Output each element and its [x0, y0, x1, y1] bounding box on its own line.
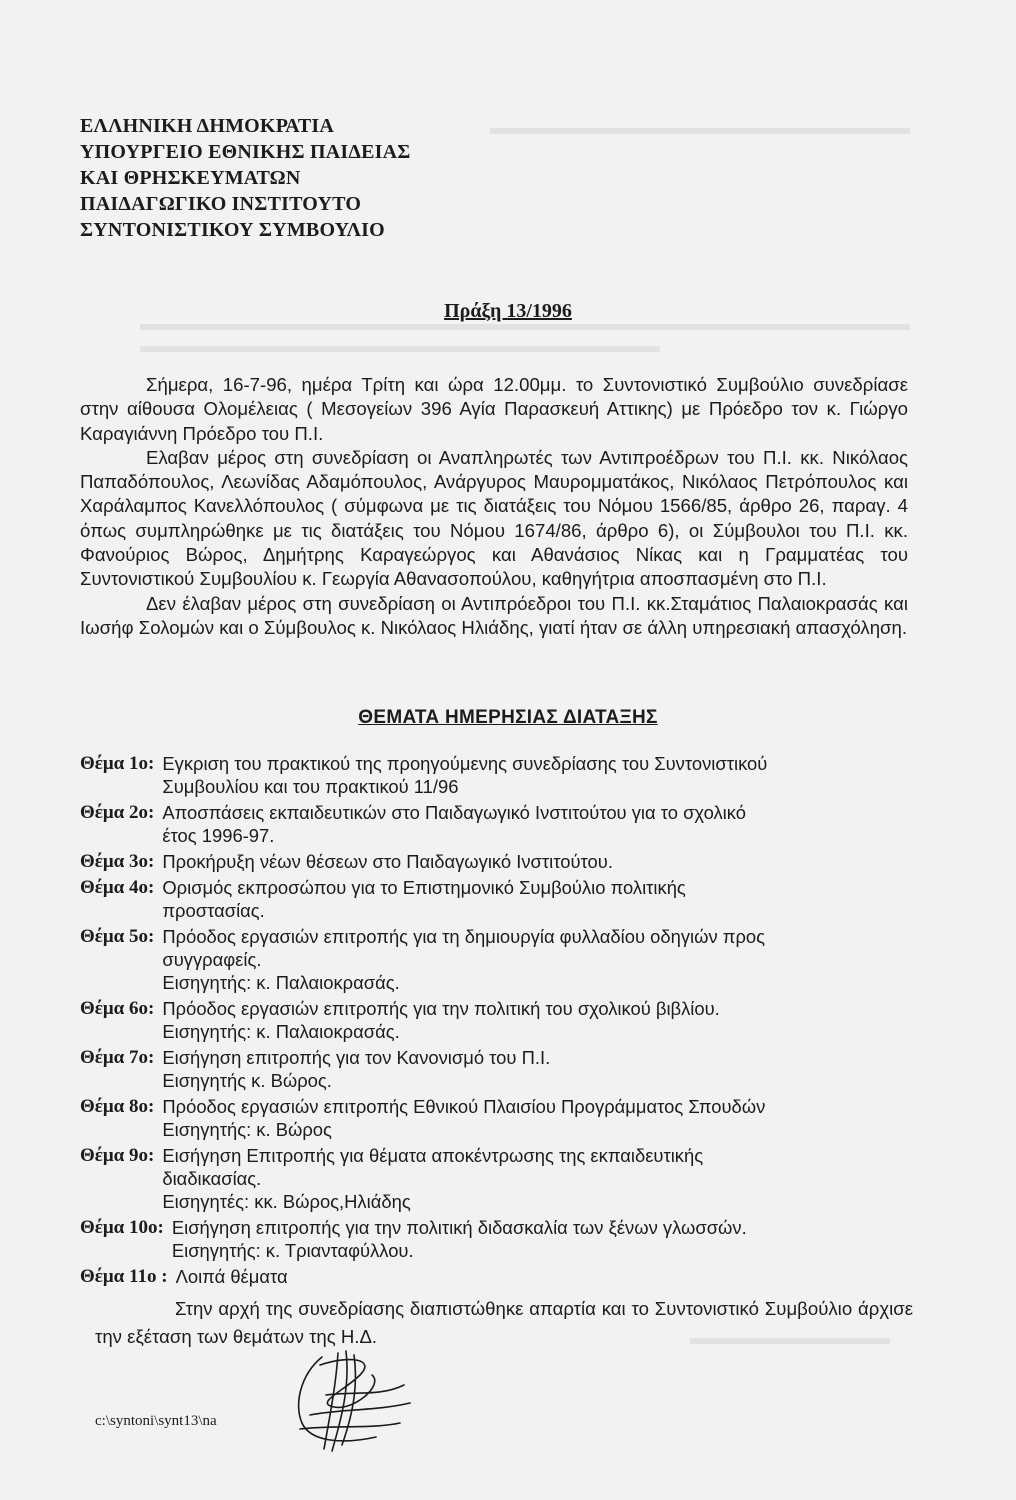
- letterhead-line: ΚΑΙ ΘΡΗΣΚΕΥΜΑΤΩΝ: [80, 167, 301, 189]
- act-title: Πράξη 13/1996: [444, 300, 572, 322]
- agenda-item-line: διαδικασίας.: [162, 1168, 262, 1189]
- agenda-item-label: Θέμα 8ο:: [80, 1096, 155, 1117]
- agenda-item-label: Θέμα 1ο:: [80, 753, 155, 774]
- agenda-item: [80, 1216, 916, 1262]
- agenda-item-line: συγγραφείς.: [162, 949, 262, 970]
- agenda-item-line: Πρόοδος εργασιών επιτροπής για την πολιτική του σχολικού βιβλίου.: [162, 998, 720, 1019]
- agenda-item-text: [162, 801, 916, 847]
- bleed-through-mark: [490, 122, 910, 140]
- agenda-item: [80, 752, 916, 798]
- agenda-item-line: Ορισμός εκπροσώπου για το Επιστημονικό Συμβούλιο πολιτικής: [162, 877, 686, 898]
- agenda-item-label: Θέμα 9ο:: [80, 1145, 155, 1166]
- agenda-item-line: Εισηγητής: κ. Βώρος: [162, 1119, 332, 1140]
- agenda-item-text: [162, 1095, 916, 1141]
- agenda-item-text: [162, 850, 916, 873]
- agenda-item-label: Θέμα 2ο:: [80, 802, 155, 823]
- agenda-item: [80, 801, 916, 847]
- agenda-item-line: Συμβουλίου και του πρακτικού 11/96: [162, 776, 459, 797]
- agenda-item-label: Θέμα 3ο:: [80, 851, 155, 872]
- agenda-item-label: Θέμα 11ο :: [80, 1266, 168, 1287]
- agenda-item-line: Εισηγητής κ. Βώρος.: [162, 1070, 332, 1091]
- agenda-title: ΘΕΜΑΤΑ ΗΜΕΡΗΣΙΑΣ ΔΙΑΤΑΞΗΣ: [358, 707, 658, 728]
- agenda-item-line: Αποσπάσεις εκπαιδευτικών στο Παιδαγωγικό Ινστιτούτου για το σχολικό: [162, 802, 746, 823]
- letterhead: [80, 113, 411, 243]
- agenda-item-text: [162, 1144, 916, 1213]
- agenda-list: [80, 752, 916, 1291]
- agenda-item-line: Εισήγηση επιτροπής για τον Κανονισμό του Π.Ι.: [162, 1047, 551, 1068]
- agenda-item-text: [162, 752, 916, 798]
- agenda-item-label: Θέμα 6ο:: [80, 998, 155, 1019]
- agenda-item-line: Εγκριση του πρακτικού της προηγούμενης συνεδρίασης του Συντονιστικού: [162, 753, 768, 774]
- letterhead-line: ΣΥΝΤΟΝΙΣΤΙΚΟΥ ΣΥΜΒΟΥΛΙΟ: [80, 219, 385, 241]
- agenda-item-line: προστασίας.: [162, 900, 265, 921]
- agenda-item-line: έτος 1996-97.: [162, 825, 275, 846]
- signature-stroke: [299, 1351, 410, 1451]
- act-title-row: [0, 300, 1016, 323]
- agenda-item-line: Εισήγηση επιτροπής για την πολιτική διδασκαλία των ξένων γλωσσών.: [171, 1217, 747, 1238]
- bleed-through-text: [490, 122, 910, 146]
- agenda-item-text: [162, 876, 916, 922]
- minutes-body: [80, 373, 908, 640]
- paragraph: Ελαβαν μέρος στη συνεδρίαση οι Αναπληρωτές των Αντιπροέδρων του Π.Ι. κκ. Νικόλαος Παπαδόπουλος, Λεωνίδας Αδαμόπουλος, Ανάργυρος Μαυρομματάκος, Νικόλαος Πετρόπουλος και Χαράλαμπος Κανελλόπουλος ( σύμφωνα με τις διατάξεις του Νόμου 1566/85, άρθρο 26, παραγ. 4 όπως συμπληρώθηκε με τις διατάξεις του Νόμου 1674/86, άρθρο 6), οι Σύμβουλοι του Π.Ι. κκ. Φανούριος Βώρος, Δημήτρης Καραγεώργος και Αθανάσιος Νίκας και η Γραμματέας του Συντονιστικού Συμβουλίου κ. Γεωργία Αθανασοπούλου, καθηγήτρια αποσπασμένη στο Π.Ι.: [80, 446, 908, 590]
- closing-section: [95, 1295, 913, 1351]
- agenda-item: [80, 1046, 916, 1092]
- agenda-item-label: Θέμα 5ο:: [80, 926, 155, 947]
- file-path-footer: c:\syntoni\synt13\na: [95, 1413, 217, 1429]
- agenda-item: [80, 850, 916, 873]
- agenda-item: [80, 1144, 916, 1213]
- letterhead-line: ΕΛΛΗΝΙΚΗ ΔΗΜΟΚΡΑΤΙΑ: [80, 115, 335, 137]
- agenda-item: [80, 1095, 916, 1141]
- agenda-item-line: Εισηγητής: κ. Τριανταφύλλου.: [171, 1240, 414, 1261]
- paragraph: Δεν έλαβαν μέρος στη συνεδρίαση οι Αντιπρόεδροι του Π.Ι. κκ.Σταμάτιος Παλαιοκρασάς και Ιωσήφ Σολομών και ο Σύμβουλος κ. Νικόλαος Ηλιάδης, γιατί ήταν σε άλλη υπηρεσιακή απασχόληση.: [80, 592, 908, 638]
- agenda-item-line: Προκήρυξη νέων θέσεων στο Παιδαγωγικό Ινστιτούτου.: [162, 851, 613, 872]
- agenda-item: [80, 925, 916, 994]
- agenda-item-label: Θέμα 10ο:: [80, 1217, 164, 1238]
- letterhead-line: ΠΑΙΔΑΓΩΓΙΚΟ ΙΝΣΤΙΤΟΥΤΟ: [80, 193, 362, 215]
- agenda-item-line: Εισηγητές: κκ. Βώρος,Ηλιάδης: [162, 1191, 411, 1212]
- agenda-item: [80, 876, 916, 922]
- agenda-item-line: Εισηγητής: κ. Παλαιοκρασάς.: [162, 972, 400, 993]
- agenda-item-line: Εισηγητής: κ. Παλαιοκρασάς.: [162, 1021, 400, 1042]
- agenda-item-text: [162, 925, 916, 994]
- handwritten-signature: [280, 1345, 420, 1455]
- paragraph: Σήμερα, 16-7-96, ημέρα Τρίτη και ώρα 12.00μμ. το Συντονιστικό Συμβούλιο συνεδρίασε στην αίθουσα Ολομέλειας ( Μεσογείων 396 Αγία Παρασκευή Αττικης) με Πρόεδρο τον κ. Γιώργο Καραγιάννη Πρόεδρο του Π.Ι.: [80, 374, 908, 444]
- agenda-item-label: Θέμα 4ο:: [80, 877, 155, 898]
- agenda-item-text: [172, 1216, 916, 1262]
- bleed-through-mark: [140, 322, 910, 362]
- closing-paragraph: Στην αρχή της συνεδρίασης διαπιστώθηκε απαρτία και το Συντονιστικό Συμβούλιο άρχισε την εξέταση των θεμάτων της Η.Δ.: [95, 1298, 913, 1347]
- agenda-item: [80, 997, 916, 1043]
- agenda-item-text: [162, 1046, 916, 1092]
- agenda-item-line: Πρόοδος εργασιών επιτροπής Εθνικού Πλαισίου Προγράμματος Σπουδών: [162, 1096, 766, 1117]
- agenda-item-text: [176, 1265, 916, 1288]
- agenda-item-line: Λοιπά θέματα: [175, 1266, 288, 1287]
- letterhead-line: ΥΠΟΥΡΓΕΙΟ ΕΘΝΙΚΗΣ ΠΑΙΔΕΙΑΣ: [80, 141, 411, 163]
- agenda-item-text: [162, 997, 916, 1043]
- bleed-through-text: [140, 322, 910, 368]
- agenda-item-line: Πρόοδος εργασιών επιτροπής για τη δημιουργία φυλλαδίου οδηγιών προς: [162, 926, 766, 947]
- agenda-item-label: Θέμα 7ο:: [80, 1047, 155, 1068]
- agenda-item: [80, 1265, 916, 1288]
- agenda-item-line: Εισήγηση Επιτροπής για θέματα αποκέντρωσης της εκπαιδευτικής: [162, 1145, 704, 1166]
